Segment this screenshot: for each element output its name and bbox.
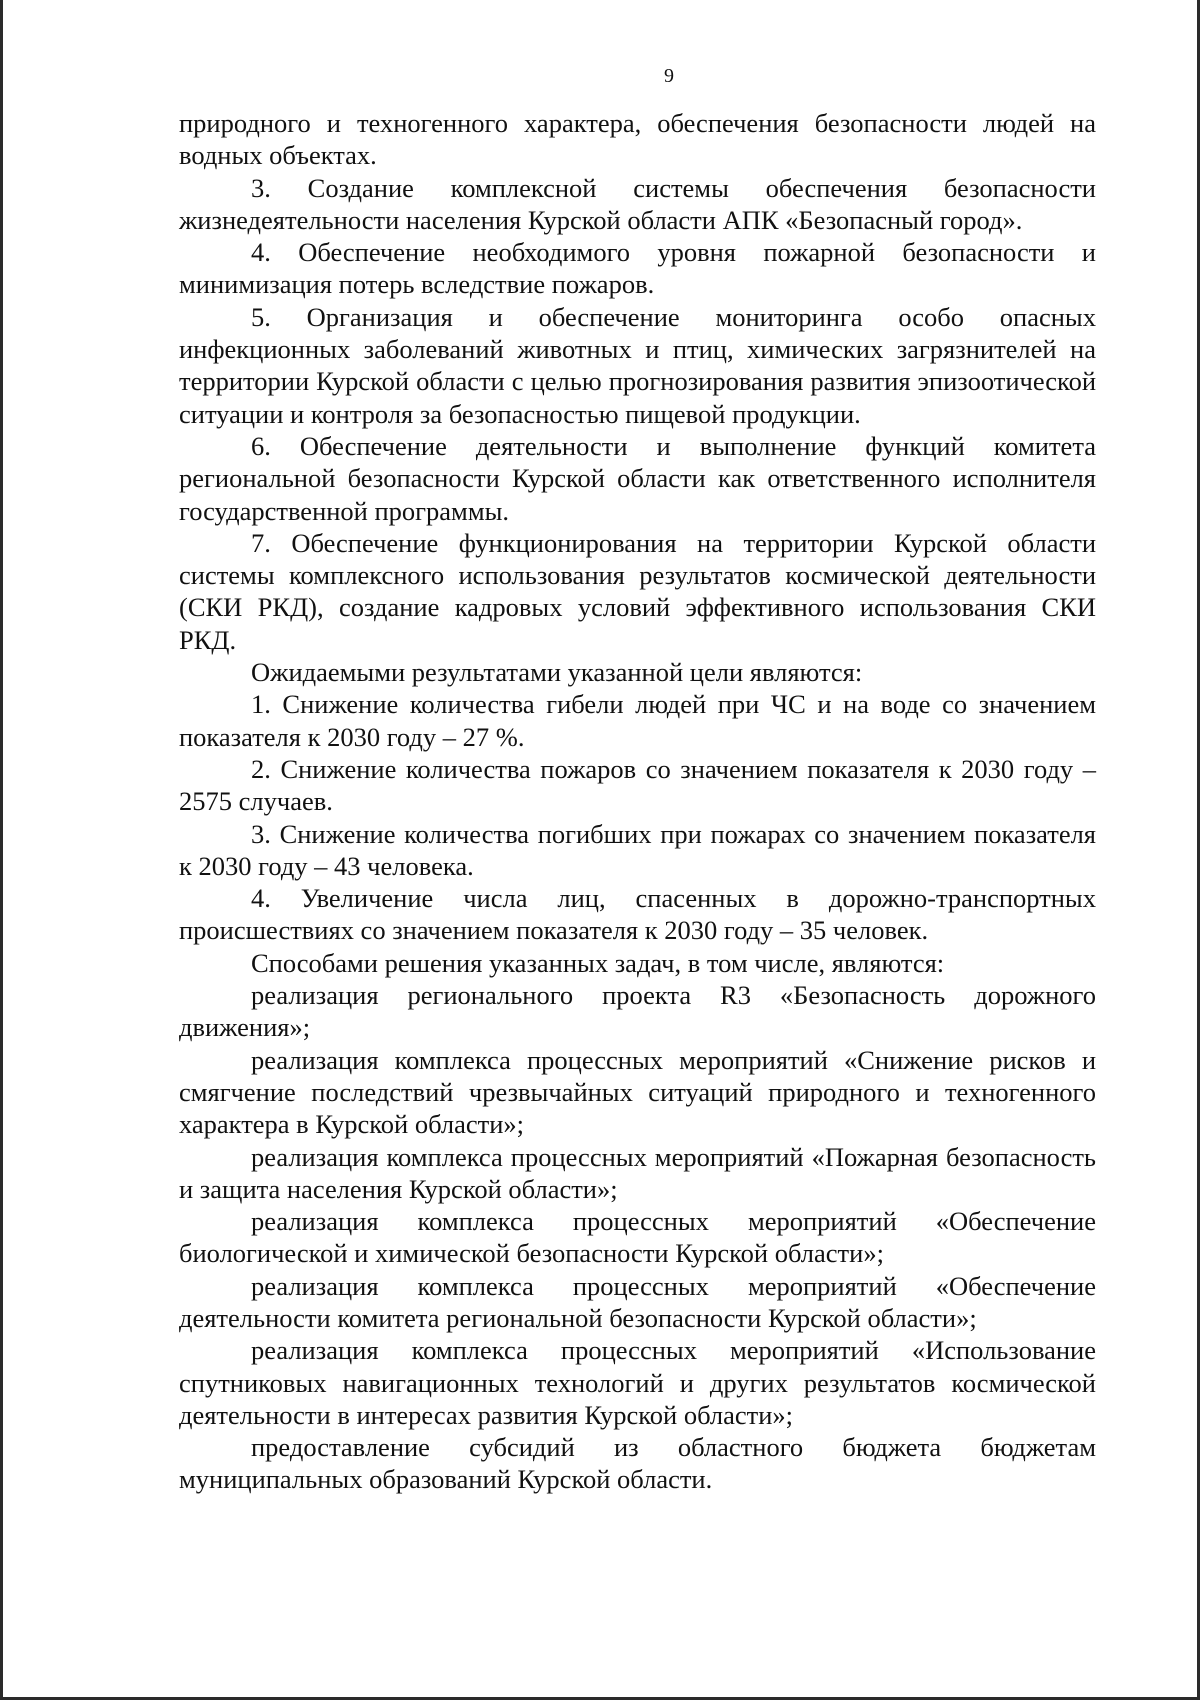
paragraph: 2. Снижение количества пожаров со значением показателя к 2030 году – 2575 случаев. bbox=[179, 753, 1096, 817]
paragraph: 4. Увеличение числа лиц, спасенных в дорожно-транспортных происшествиях со значением показателя к 2030 году – 35 человек. bbox=[179, 883, 1096, 946]
paragraph: 6. Обеспечение деятельности и выполнение функций комитета региональной безопасности Курской области как ответственного исполнителя государственной программы. bbox=[179, 430, 1096, 526]
paragraph: реализация комплекса процессных мероприятий «Обеспечение деятельности комитета региональной безопасности Курской области»; bbox=[179, 1270, 1096, 1333]
paragraph: 3. Снижение количества погибших при пожарах со значением показателя к 2030 году – 43 человека. bbox=[179, 818, 1096, 881]
paragraph: 7. Обеспечение функционирования на территории Курской области системы комплексного использования результатов космической деятельности (СКИ РКД), создание кадровых условий эффективного использования СКИ РКД. bbox=[179, 527, 1096, 655]
paragraph: природного и техногенного характера, обеспечения безопасности людей на водных объектах. bbox=[179, 108, 1096, 171]
scan-edge-left bbox=[0, 0, 3, 1700]
paragraph: 5. Организация и обеспечение мониторинга особо опасных инфекционных заболеваний животных и птиц, химических загрязнителей на территории Курской области с целью прогнозирования развития эпизоотической ситуации и контроля за безопасностью пищевой продукции. bbox=[179, 301, 1096, 429]
page-number: 9 bbox=[664, 65, 674, 87]
paragraph: предоставление субсидий из областного бюджета бюджетам муниципальных образований Курской области. bbox=[179, 1432, 1096, 1495]
paragraph: реализация комплекса процессных мероприятий «Пожарная безопасность и защита населения Курской области»; bbox=[179, 1141, 1096, 1204]
paragraph: 1. Снижение количества гибели людей при ЧС и на воде со значением показателя к 2030 году – 27 %. bbox=[179, 689, 1096, 752]
paragraph: Ожидаемыми результатами указанной цели являются: bbox=[251, 657, 863, 688]
paragraph: реализация комплекса процессных мероприятий «Снижение рисков и смягчение последствий чрезвычайных ситуаций природного и техногенного характера в Курской области»; bbox=[179, 1044, 1096, 1140]
paragraph: реализация комплекса процессных мероприятий «Использование спутниковых навигационных технологий и других результатов космической деятельности в интересах развития Курской области»; bbox=[179, 1335, 1096, 1430]
paragraph: Способами решения указанных задач, в том числе, являются: bbox=[251, 947, 945, 978]
document-body bbox=[179, 107, 1096, 1496]
paragraph: реализация регионального проекта R3 «Безопасность дорожного движения»; bbox=[179, 980, 1096, 1043]
paragraph: 4. Обеспечение необходимого уровня пожарной безопасности и минимизация потерь вследствие пожаров. bbox=[179, 237, 1096, 300]
paragraph: 3. Создание комплексной системы обеспечения безопасности жизнедеятельности населения Курской области АПК «Безопасный город». bbox=[179, 172, 1096, 235]
paragraph: реализация комплекса процессных мероприятий «Обеспечение биологической и химической безопасности Курской области»; bbox=[179, 1206, 1096, 1269]
